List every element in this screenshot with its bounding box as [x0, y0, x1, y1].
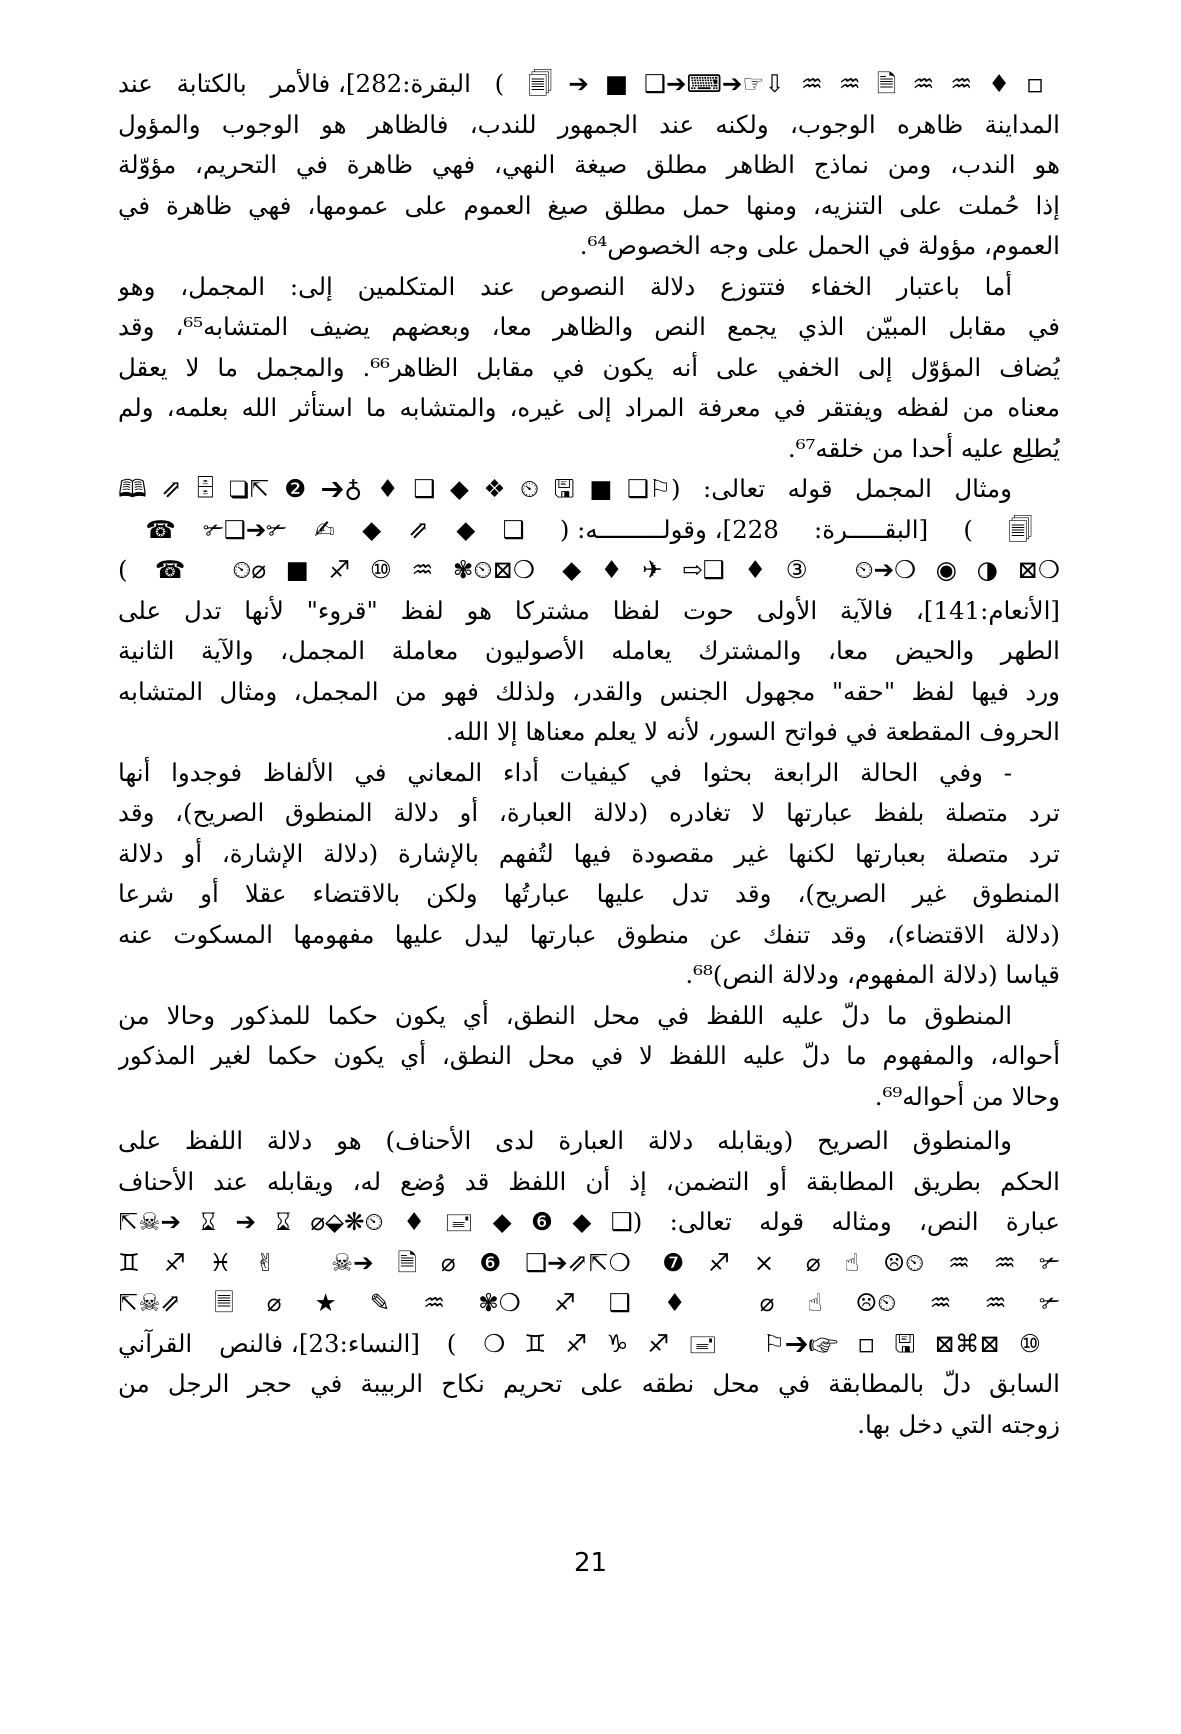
text-line: ورد فيها لفظ "حقه" مجهول الجنس والقدر، ولذلك فهو من المجمل، ومثال المتشابه	[118, 676, 1060, 706]
text-line: وحالا من أحواله⁶⁹.	[874, 1081, 1060, 1111]
text-line: والمنطوق الصريح (ويقابله دلالة العبارة لدى الأحناف) هو دلالة اللفظ على	[118, 1126, 1012, 1155]
page-number: 21	[573, 1548, 608, 1578]
text-line: (دلالة الاقتضاء)، وقد تنفك عن منطوق عبارتها ليدل عليها مفهومها المسكوت عنه	[118, 919, 1060, 949]
text-line: السابق دلّ بالمطابقة في محل نطقه على تحريم نكاح الربيبة في حجر الرجل من	[118, 1369, 1060, 1398]
text-line: المنطوق غير الصريح)، وقد تدل عليها عبارتُها ولكن بالاقتضاء عقلا أو شرعا	[118, 879, 1060, 908]
text-line: ⑩⊠⌘⊠🖫◽☞︎➔⚐ 🖃♐︎♑︎♐︎♊︎❍ ) [النساء:23]، فالنص القرآني	[118, 1328, 1060, 1358]
text-line: في مقابل المبيّن الذي يجمع النص والظاهر معا، وبعضهم يضيف المتشابه⁶⁵، وقد	[118, 312, 1060, 341]
text-line: ✃︎♒︎♒︎⏲︎☹︎☝︎⌀ ♦︎❑♐︎❍✾♒︎✎★⌀🗏⇗☠︎⇱	[118, 1288, 1060, 1317]
text-line: 🗐 ) [البقـــــرة: 228]، وقولـــــــــه: ( ❑◆⇗◆✍︎✃︎➔❑✃︎☎︎	[118, 514, 1060, 544]
text-line: الحكم بطريق المطابقة أو التضمن، إذ أن اللفظ قد وُضع له، ويقابله عند الأحناف	[118, 1166, 1060, 1196]
text-line: يُطلِع عليه أحدا من خلقه⁶⁷.	[787, 433, 1060, 463]
text-line: عبارة النص، ومثاله قوله تعالى: (❑◆❻◆🖃♦⏲︎❋⬙⌀⌛︎➔⌛︎➔☠︎⇱	[118, 1207, 1060, 1236]
text-line: قياسا (دلالة المفهوم، ودلالة النص)⁶⁸.	[685, 960, 1060, 989]
text-line: يُضاف المؤوّل إلى الخفي على أنه يكون في مقابل الظاهر⁶⁶. والمجمل ما لا يعقل	[118, 352, 1060, 382]
text-line: معناه من لفظه ويفتقر في معرفة المراد إلى غيره، والمتشابه ما استأثر الله بعلمه، ولم	[118, 393, 1060, 422]
text-line: ترد متصلة بعبارتها لكنها غير مقصودة فيها لتُفهم بالإشارة (دلالة الإشارة، أو دلالة	[118, 838, 1060, 868]
text-line: [الأنعام:141]، فالآية الأولى حوت لفظا مشتركا هو لفظ "قروء" لأنها تدل على	[118, 595, 1060, 625]
body-text	[118, 64, 1060, 1445]
text-line: إذا حُملت على التنزيه، ومنها حمل مطلق صيغ العموم على عمومها، فهي ظاهرة في	[118, 190, 1060, 220]
text-line: ◽♦︎♒︎♒︎🗎♒︎♒︎⇩☞︎➔⌨︎➔❑■➔🗐 ) البقرة:282]، فالأمر بالكتابة عند	[118, 69, 1060, 98]
text-line: العموم، مؤولة في الحمل على وجه الخصوص⁶⁴.	[579, 231, 1060, 260]
text-line: ❍⊠◑◉❍➔⏲︎ ③♦❑⇨✈︎♦◆ ❍⊠⏲︎✾♒︎⑩♐︎■⌀⏲︎ ☎︎ )	[118, 555, 1060, 584]
text-line: ومثال المجمل قوله تعالى: (⚐❑■🖫⏲︎❖◆❑♦︎♁➔❷⇱❑🗄⇗🕮	[118, 474, 1012, 503]
text-line: ترد متصلة بلفظ عبارتها لا تغادره (دلالة العبارة، أو دلالة المنطوق الصريح)، وقد	[118, 798, 1060, 827]
text-line: ✃︎♒︎♒︎⏲︎☹︎☝︎⌀ ×♐︎❼ ❍⇱⇗➔❑❻⌀🗎➔☠︎ ✌︎♓︎♐︎♊︎	[118, 1247, 1060, 1277]
text-line: أما باعتبار الخفاء فتتوزع دلالة النصوص عند المتكلمين إلى: المجمل، وهو	[118, 271, 1012, 301]
text-line: الطهر والحيض معا، والمشترك يعامله الأصوليون معاملة المجمل، والآية الثانية	[118, 636, 1060, 665]
text-line: أحواله، والمفهوم ما دلّ عليه اللفظ لا في محل النطق، أي يكون حكما لغير المذكور	[118, 1041, 1060, 1070]
text-line: المنطوق ما دلّ عليه اللفظ في محل النطق، أي يكون حكما للمذكور وحالا من	[118, 1000, 1012, 1030]
text-line: هو الندب، ومن نماذج الظاهر مطلق صيغة النهي، فهي ظاهرة في التحريم، مؤوّلة	[118, 150, 1060, 179]
text-line: زوجته التي دخل بها.	[857, 1409, 1060, 1439]
text-line: المداينة ظاهره الوجوب، ولكنه عند الجمهور للندب، فالظاهر هو الوجوب والمؤول	[118, 109, 1060, 139]
text-line: الحروف المقطعة في فواتح السور، لأنه لا يعلم معناها إلا الله.	[445, 717, 1060, 746]
text-line: - وفي الحالة الرابعة بحثوا في كيفيات أداء المعاني في الألفاظ فوجدوا أنها	[118, 757, 1012, 787]
